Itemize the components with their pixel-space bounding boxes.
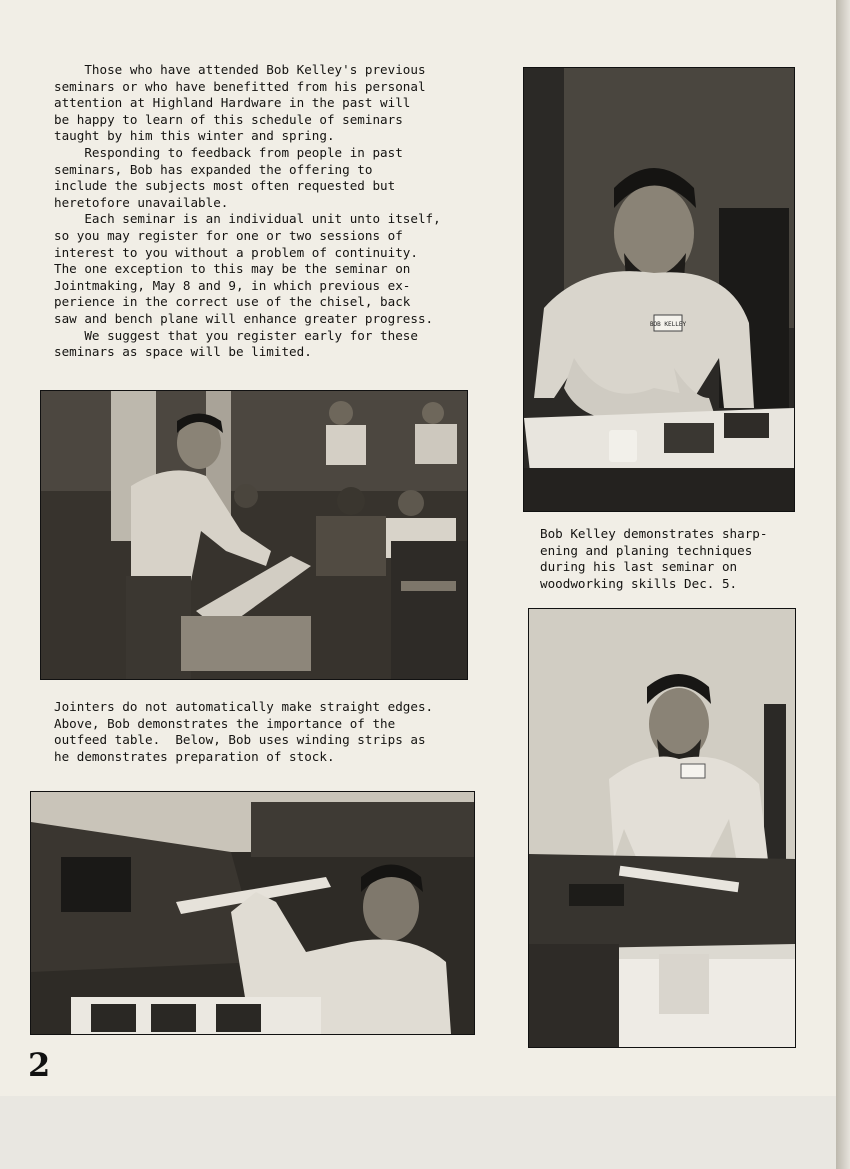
- intro-line: seminars or who have benefitted from his personal: [54, 78, 426, 94]
- intro-text: [54, 62, 441, 361]
- intro-line: seminars as space will be limited.: [54, 344, 312, 360]
- intro-line: perience in the correct use of the chisel, back: [54, 294, 411, 310]
- name-badge-text: BOB KELLEY: [649, 321, 687, 328]
- intro-line: Responding to feedback from people in past: [54, 144, 403, 160]
- caption-line: Bob Kelley demonstrates sharp-: [540, 526, 768, 541]
- intro-line: taught by him this winter and spring.: [54, 128, 335, 144]
- page-edge-shadow: [836, 0, 850, 1169]
- caption-line: outfeed table. Below, Bob uses winding strips as: [54, 732, 426, 748]
- intro-line: be happy to learn of this schedule of seminars: [54, 111, 403, 127]
- intro-line: The one exception to this may be the seminar on: [54, 261, 411, 277]
- intro-line: heretofore unavailable.: [54, 194, 229, 210]
- photo-jointer-demo: [40, 390, 468, 680]
- photo-winding-strips: [30, 791, 475, 1035]
- intro-line: include the subjects most often requested but: [54, 178, 396, 194]
- intro-line: Each seminar is an individual unit unto itself,: [54, 211, 441, 227]
- intro-line: Jointmaking, May 8 and 9, in which previous ex-: [54, 277, 411, 293]
- intro-line: so you may register for one or two sessions of: [54, 227, 403, 243]
- caption-left: [54, 699, 433, 765]
- caption-line: Above, Bob demonstrates the importance of the: [54, 715, 396, 731]
- background-below-page: [0, 1096, 836, 1169]
- intro-line: Those who have attended Bob Kelley's previous: [54, 62, 426, 77]
- intro-line: We suggest that you register early for these: [54, 327, 418, 343]
- caption-line: Jointers do not automatically make straight edges.: [54, 699, 434, 714]
- intro-line: interest to you without a problem of continuity.: [54, 244, 418, 260]
- caption-right: [540, 526, 767, 592]
- caption-line: ening and planing techniques: [540, 542, 753, 558]
- show-through: [470, 60, 512, 201]
- intro-line: saw and bench plane will enhance greater progress.: [54, 310, 434, 326]
- caption-line: during his last seminar on: [540, 559, 738, 575]
- page-number: 2: [28, 1046, 51, 1084]
- intro-line: seminars, Bob has expanded the offering to: [54, 161, 373, 177]
- photo-bob-sharpening: [523, 67, 795, 512]
- caption-line: he demonstrates preparation of stock.: [54, 748, 335, 764]
- intro-line: attention at Highland Hardware in the past will: [54, 95, 411, 111]
- caption-line: woodworking skills Dec. 5.: [540, 575, 738, 591]
- photo-bob-planing: [528, 608, 796, 1048]
